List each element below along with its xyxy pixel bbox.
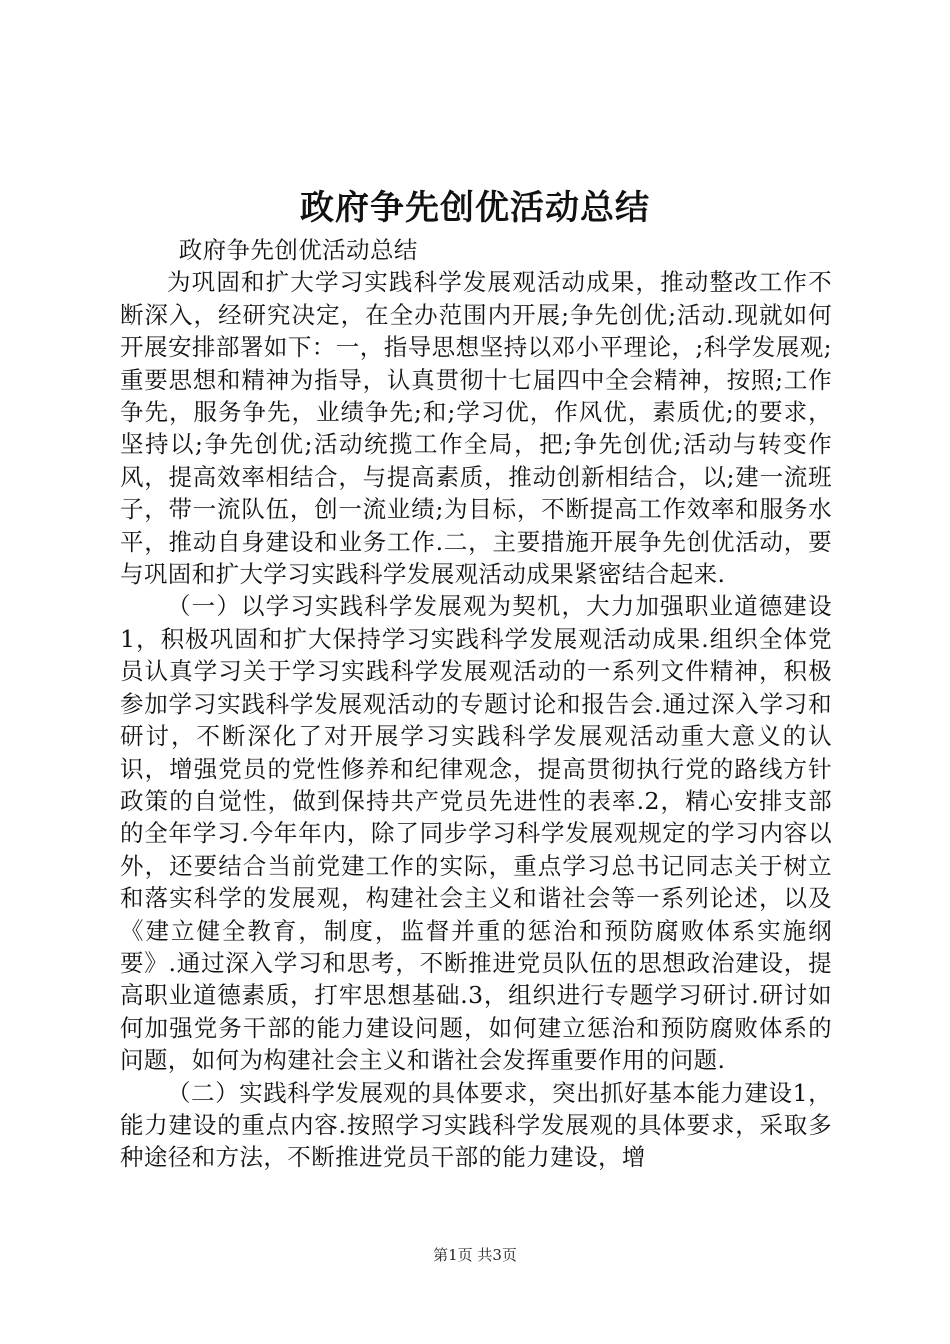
subtitle-paragraph: 政府争先创优活动总结 (178, 236, 418, 264)
page-number-footer: 第1页 共3页 (433, 1246, 517, 1264)
body-paragraph: （二）实践科学发展观的具体要求，突出抓好基本能力建设1，能力建设的重点内容.按照学习实践科学发展观的具体要求，采取多种途径和方法，不断推进党员干部的能力建设，增 (120, 1078, 832, 1172)
document-body (120, 234, 832, 1174)
document-title: 政府争先创优活动总结 (300, 188, 650, 228)
body-paragraph: 为巩固和扩大学习实践科学发展观活动成果，推动整改工作不断深入，经研究决定，在全办范围内开展;争先创优;活动.现就如何开展安排部署如下：一，指导思想坚持以邓小平理论，;科学发展观;重要思想和精神为指导，认真贯彻十七届四中全会精神，按照;工作争先，服务争先，业绩争先;和;学习优，作风优，素质优;的要求，坚持以;争先创优;活动统揽工作全局，把;争先创优;活动与转变作风，提高效率相结合，与提高素质，推动创新相结合，以;建一流班子，带一流队伍，创一流业绩;为目标，不断提高工作效率和服务水平，推动自身建设和业务工作.二，主要措施开展争先创优活动，要与巩固和扩大学习实践科学发展观活动成果紧密结合起来. (120, 268, 832, 589)
body-paragraph: （一）以学习实践科学发展观为契机，大力加强职业道德建设1，积极巩固和扩大保持学习实践科学发展观活动成果.组织全体党员认真学习关于学习实践科学发展观活动的一系列文件精神，积极参加学习实践科学发展观活动的专题讨论和报告会.通过深入学习和研讨，不断深化了对开展学习实践科学发展观活动重大意义的认识，增强党员的党性修养和纪律观念，提高贯彻执行党的路线方针政策的自觉性，做到保持共产党员先进性的表率.2，精心安排支部的全年学习.今年年内，除了同步学习科学发展观规定的学习内容以外，还要结合当前党建工作的实际，重点学习总书记同志关于树立和落实科学的发展观，构建社会主义和谐社会等一系列论述，以及《建立健全教育，制度，监督并重的惩治和预防腐败体系实施纲要》.通过深入学习和思考，不断推进党员队伍的思想政治建设，提高职业道德素质，打牢思想基础.3，组织进行专题学习研讨.研讨如何加强党务干部的能力建设问题，如何建立惩治和预防腐败体系的问题，如何为构建社会主义和谐社会发挥重要作用的问题. (120, 592, 832, 1075)
